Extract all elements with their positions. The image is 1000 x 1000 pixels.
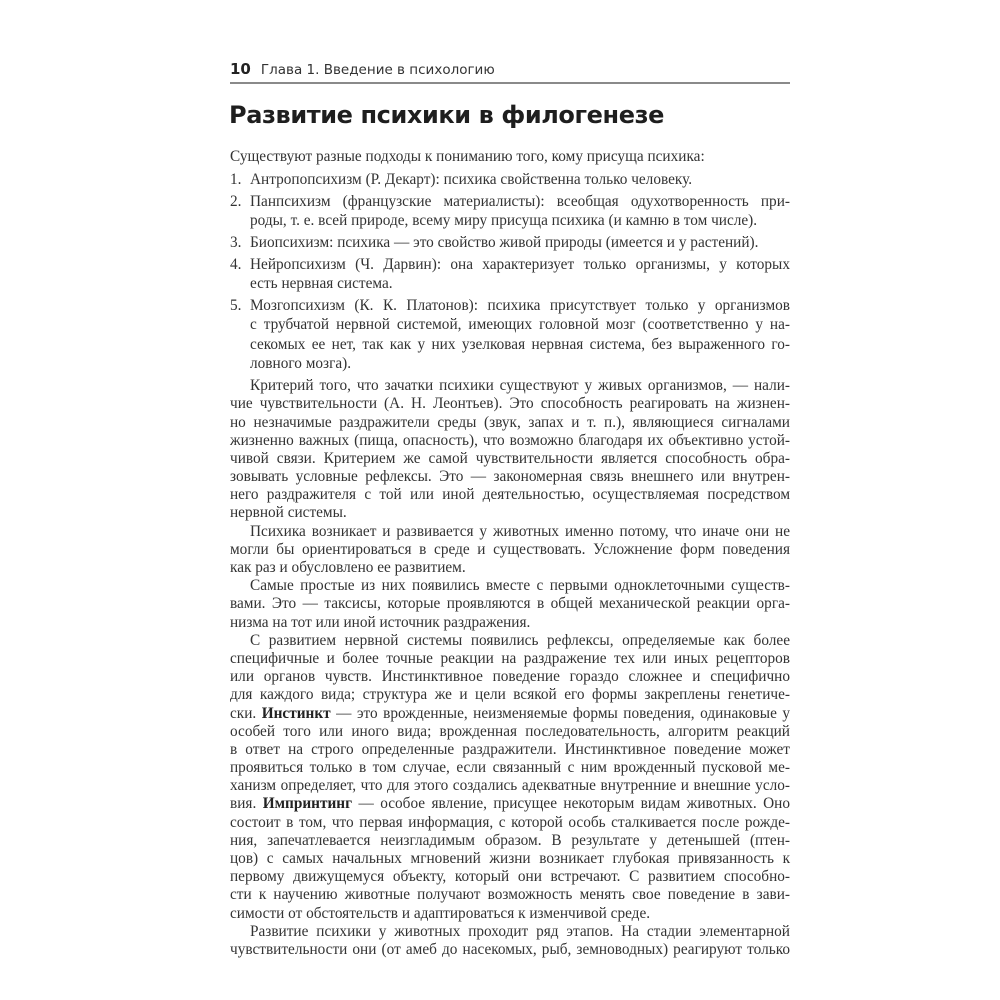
list-item (230, 255, 790, 294)
list-item (230, 296, 790, 373)
paragraph (230, 577, 790, 632)
text-line: могли бы ориентироваться в среде и существовать. Усложнение форм поведения (230, 540, 790, 558)
text-line: чие чувствительности (А. Н. Леонтьев). Это способность реагировать на жизнен- (230, 395, 790, 413)
bold-term: Импринтинг (262, 795, 353, 813)
list-number: 3. (230, 234, 242, 252)
text-line: состоит в том, что первая информация, с которой особь сталкивается после рожде- (230, 813, 790, 831)
bold-term: Инстинкт (261, 704, 331, 722)
text-line: Критерий того, что зачатки психики существуют у живых организмов, — нали- (250, 377, 790, 395)
running-head (230, 60, 790, 78)
text-line: симости от обстоятельств и адаптироваться к изменчивой среде. (230, 904, 651, 922)
intro-text: Существуют разные подходы к пониманию того, кому присуща психика: (230, 148, 705, 165)
text-line: роды, т. е. всей природе, всему миру присуща психика (и камню в том числе). (250, 212, 758, 230)
text-line: Нейропсихизм (Ч. Дарвин): она характеризует только организмы, у которых (250, 255, 790, 273)
text-line: вами. Это — таксисы, которые проявляются в общей механической реакции орга- (230, 595, 790, 613)
paragraph (230, 632, 790, 923)
list-number: 5. (230, 296, 242, 314)
chapter-title: Глава 1. Введение в психологию (260, 62, 495, 78)
page-number: 10 (230, 60, 251, 78)
text-line: Психика возникает и развивается у животных именно потому, что иначе они не (250, 522, 790, 540)
text-line: чивой связи. Критерием же самой чувствительности является способность обра- (230, 449, 790, 467)
text-line: ски. Инстинкт — это врожденные, неизменяемые формы поведения, одинаковые у (230, 704, 790, 722)
text-line: особей того или иного вида; врожденная последовательность, алгоритм реакций (230, 722, 790, 740)
text-line: первому движущемуся объекту, который они встречают. С развитием способно- (230, 868, 790, 886)
text-line: С развитием нервной системы появились рефлексы, определяемые как более (250, 631, 790, 649)
text-line: для каждого вида; структура же и цели всякой его формы закреплены генетиче- (230, 686, 790, 704)
list-item (230, 192, 790, 231)
paragraphs (230, 377, 790, 959)
list-item (230, 233, 790, 252)
section-title: Развитие психики в филогенезе (229, 101, 665, 129)
text-line: Биопсихизм: психика — это свойство живой природы (имеется и у растений). (250, 234, 759, 252)
text-line: сти к научению животные получают возможность менять свое поведение в зави- (230, 886, 790, 904)
text-line: есть нервная система. (250, 275, 393, 293)
text-line: проявиться только в том случае, если связанный с ним врожденный пусковой ме- (230, 759, 790, 777)
paragraph (230, 523, 790, 578)
text-line: Мозгопсихизм (К. К. Платонов): психика присутствует только у организмов (250, 296, 790, 314)
text-line: ханизм определяет, что для этого создались адекватные внутренние и внешние усло- (230, 777, 790, 795)
text-line: чувствительности они (от амеб до насекомых, рыб, земноводных) реагируют только (230, 940, 790, 958)
text-line: нервной системы. (230, 504, 347, 522)
list-number: 1. (230, 171, 242, 189)
text-line: Антропопсихизм (Р. Декарт): психика свойственна только человеку. (250, 171, 693, 189)
text-line: жизненно важных (пища, опасность), что возможно благодаря их объективно устой- (230, 431, 790, 449)
list-number: 2. (230, 192, 242, 210)
text-line: Панпсихизм (французские материалисты): всеобщая одухотворенность при- (250, 192, 790, 210)
text-line: низма на тот или иной источник раздражения. (230, 613, 531, 631)
text-line: как раз и обусловлено ее развитием. (230, 559, 466, 577)
text-line: ния, запечатлевается неизгладимым образом. В результате у детенышей (птен- (230, 831, 790, 849)
header-rule (230, 82, 790, 84)
text-line: вия. Импринтинг — особое явление, присущее некоторым видам животных. Оно (230, 795, 791, 813)
text-line: Самые простые из них появились вместе с первыми одноклеточными существ- (250, 577, 790, 595)
text-line: Развитие психики у животных проходит ряд этапов. На стадии элементарной (250, 922, 790, 940)
numbered-list (230, 170, 790, 373)
text-line: цов) с самых начальных мгновений жизни возникает глубокая привязанность к (230, 850, 790, 868)
text-line: специфичные и более точные реакции на раздражение тех или иных рецепторов (230, 649, 790, 667)
list-number: 4. (230, 255, 242, 273)
paragraph (230, 923, 790, 959)
text-line: но незначимые раздражители среды (звук, запах и т. п.), являющиеся сигналами (230, 413, 790, 431)
text-line: него раздражителя с той или иной деятельностью, осуществляемая посредством (230, 486, 790, 504)
text-line: зовывать условные рефлексы. Это — закономерная связь внешнего или внутрен- (230, 468, 790, 486)
paragraph (230, 377, 790, 523)
text-line: в ответ на строго определенные раздражители. Инстинктивное поведение может (230, 740, 790, 758)
text-line: или органов чувств. Инстинктивное поведение гораздо сложнее и специфично (230, 668, 790, 686)
text-line: с трубчатой нервной системой, имеющих головной мозг (соответственно у на- (250, 316, 790, 334)
text-line: секомых ее нет, так как у них узелковая нервная система, без выраженного го- (250, 335, 790, 353)
text-line: ловного мозга). (250, 354, 352, 372)
list-item (230, 170, 790, 189)
body-text (230, 148, 790, 959)
